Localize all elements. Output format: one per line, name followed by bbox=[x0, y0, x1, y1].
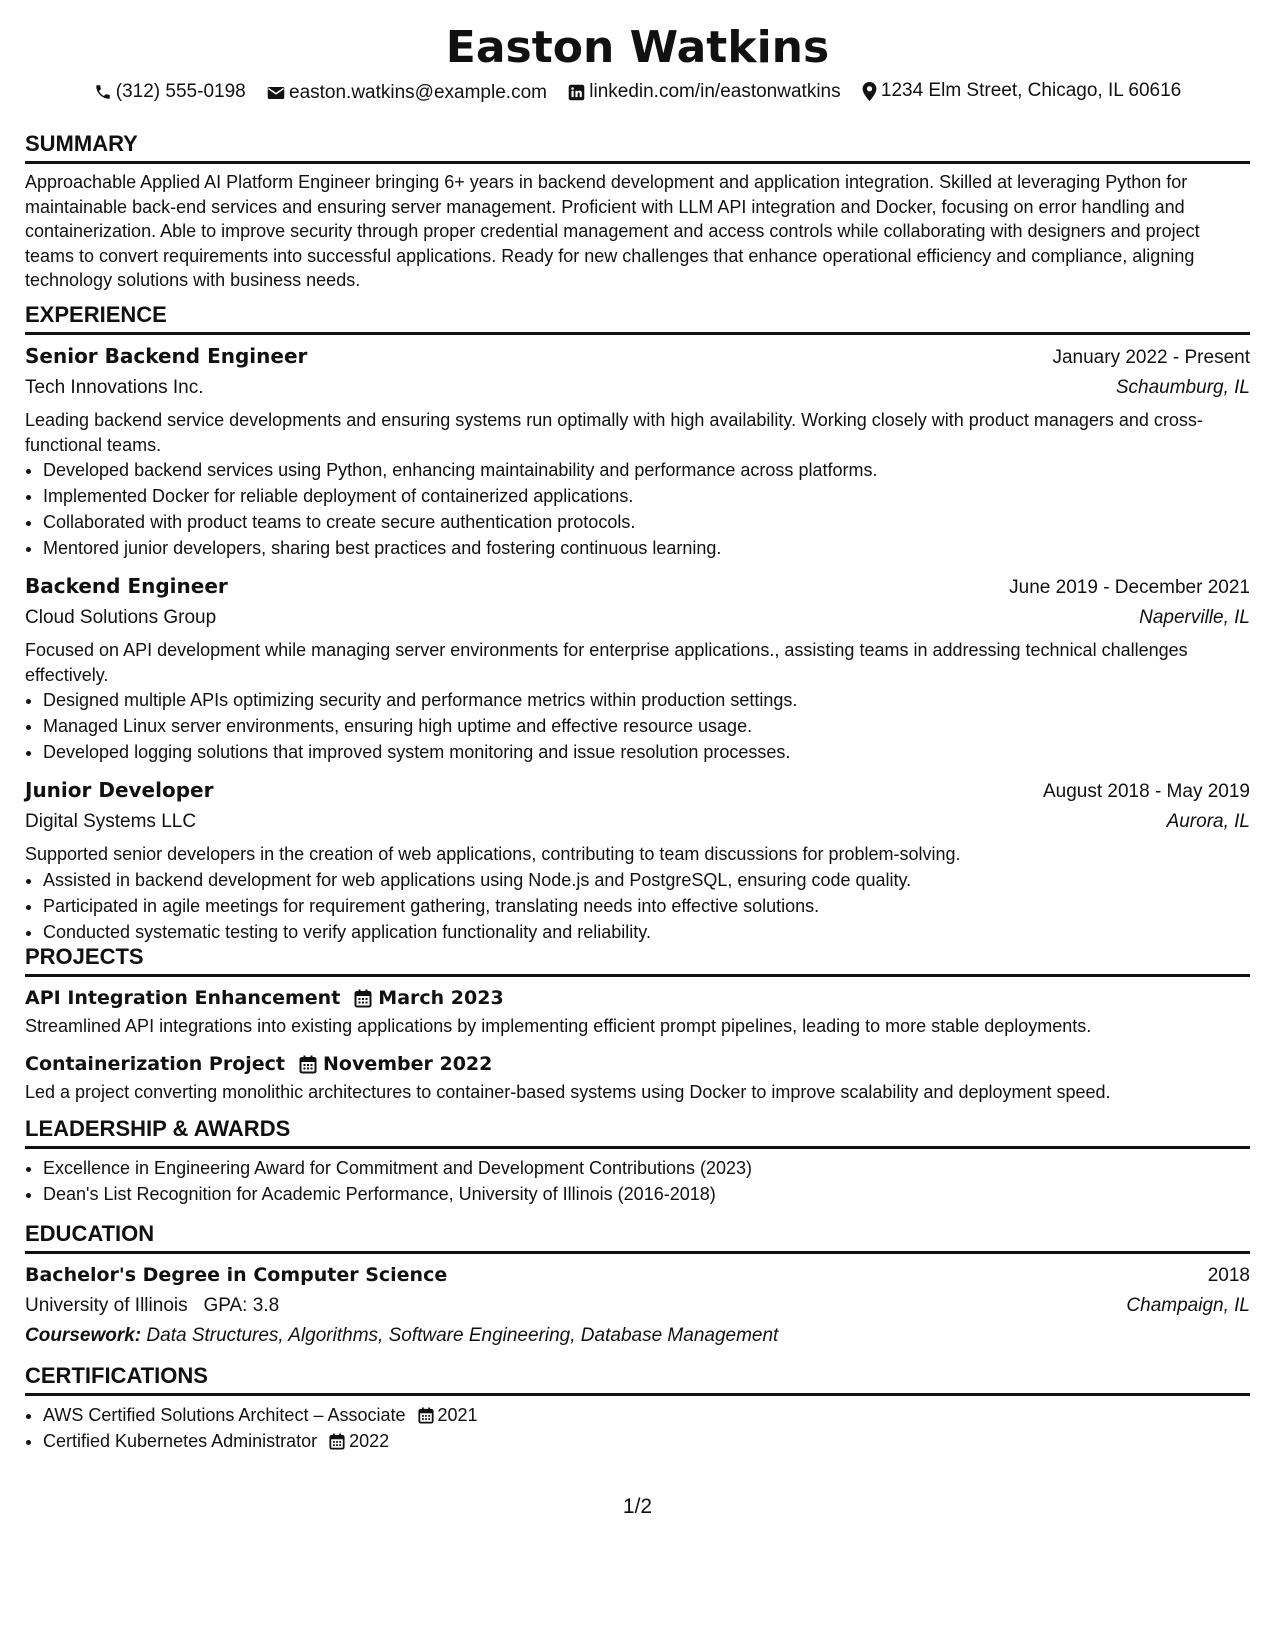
project-description: Led a project converting monolithic architectures to container-based systems using Docker to improve scalability and deployment speed. bbox=[25, 1082, 1111, 1102]
project-entry bbox=[25, 1049, 1250, 1105]
list-item: • Excellence in Engineering Award for Commitment and Development Contributions (2023) bbox=[43, 1155, 1250, 1181]
calendar-icon bbox=[418, 1407, 434, 1424]
project-name: API Integration Enhancement bbox=[25, 987, 341, 1009]
project-date: November 2022 bbox=[323, 1053, 493, 1075]
job-dates: August 2018 - May 2019 bbox=[1042, 781, 1250, 802]
section-title-experience: EXPERIENCE bbox=[25, 301, 1250, 335]
list-item: • Participated in agile meetings for requirement gathering, translating needs into effective solutions. bbox=[43, 893, 1250, 919]
job-description: Supported senior developers in the creation of web applications, contributing to team discussions for problem-solving. bbox=[25, 844, 961, 864]
phone-text: (312) 555-0198 bbox=[115, 80, 246, 102]
job-location: Aurora, IL bbox=[1166, 811, 1250, 832]
section-title-projects: PROJECTS bbox=[25, 943, 1250, 977]
coursework-list: Data Structures, Algorithms, Software Engineering, Database Management bbox=[146, 1325, 779, 1346]
job-company: Tech Innovations Inc. bbox=[25, 377, 204, 398]
job-entry bbox=[25, 341, 1250, 561]
email-text: easton.watkins@example.com bbox=[289, 81, 547, 103]
envelope-icon bbox=[267, 85, 289, 101]
school-name: University of Illinois bbox=[25, 1295, 188, 1316]
job-company: Cloud Solutions Group bbox=[25, 607, 217, 628]
job-bullets bbox=[25, 867, 1250, 945]
linkedin-text: linkedin.com/in/eastonwatkins bbox=[589, 81, 841, 102]
certification-name: • Certified Kubernetes Administrator bbox=[43, 1431, 318, 1451]
certification-year: 2021 bbox=[437, 1405, 478, 1425]
list-item: • Designed multiple APIs optimizing security and performance metrics within production settings. bbox=[43, 687, 1250, 713]
gpa: GPA: 3.8 bbox=[203, 1295, 280, 1316]
summary-section bbox=[25, 130, 1250, 293]
list-item: • Mentored junior developers, sharing best practices and fostering continuous learning. bbox=[43, 535, 1250, 561]
job-location: Schaumburg, IL bbox=[1115, 377, 1250, 398]
job-description: Leading backend service developments and ensuring systems run optimally with high availability. Working closely with product managers and cross-functional teams. bbox=[25, 410, 1203, 455]
certifications-section bbox=[25, 1362, 1250, 1454]
section-title-leadership: LEADERSHIP & AWARDS bbox=[25, 1115, 1250, 1149]
section-title-certifications: CERTIFICATIONS bbox=[25, 1362, 1250, 1396]
job-company: Digital Systems LLC bbox=[25, 811, 197, 832]
linkedin-icon bbox=[568, 84, 589, 101]
degree-title: Bachelor's Degree in Computer Science bbox=[25, 1264, 448, 1286]
list-item: • Dean's List Recognition for Academic Performance, University of Illinois (2016-2018) bbox=[43, 1181, 1250, 1207]
list-item: • Managed Linux server environments, ensuring high uptime and effective resource usage. bbox=[43, 713, 1250, 739]
candidate-name: Easton Watkins bbox=[445, 22, 830, 73]
calendar-icon bbox=[299, 1055, 317, 1074]
job-bullets bbox=[25, 457, 1250, 561]
leadership-section bbox=[25, 1115, 1250, 1207]
coursework bbox=[25, 1321, 1250, 1351]
certification-name: • AWS Certified Solutions Architect – Associate bbox=[43, 1405, 406, 1425]
school-location: Champaign, IL bbox=[1126, 1295, 1250, 1316]
section-title-education: EDUCATION bbox=[25, 1220, 1250, 1254]
list-item: • Developed backend services using Python, enhancing maintainability and performance across platforms. bbox=[43, 457, 1250, 483]
school-info bbox=[25, 1291, 279, 1321]
project-name: Containerization Project bbox=[25, 1053, 285, 1075]
project-date: March 2023 bbox=[378, 987, 504, 1009]
job-dates: June 2019 - December 2021 bbox=[1009, 577, 1250, 598]
contact-linkedin[interactable] bbox=[568, 79, 840, 105]
contact-phone[interactable] bbox=[94, 79, 246, 105]
education-section bbox=[25, 1220, 1250, 1351]
list-item: • Conducted systematic testing to verify application functionality and reliability. bbox=[43, 919, 1250, 945]
experience-section bbox=[25, 301, 1250, 945]
graduation-year: 2018 bbox=[1207, 1265, 1250, 1286]
job-dates: January 2022 - Present bbox=[1052, 347, 1250, 368]
contact-bar bbox=[25, 78, 1250, 109]
page-number: 1/2 bbox=[622, 1495, 653, 1518]
awards-list bbox=[25, 1155, 1250, 1207]
coursework-label: Coursework: bbox=[25, 1325, 142, 1346]
resume-page bbox=[25, 0, 1250, 1650]
calendar-icon bbox=[329, 1433, 345, 1450]
list-item: • Developed logging solutions that improved system monitoring and issue resolution processes. bbox=[43, 739, 1250, 765]
list-item: • Implemented Docker for reliable deployment of containerized applications. bbox=[43, 483, 1250, 509]
list-item: • Collaborated with product teams to create secure authentication protocols. bbox=[43, 509, 1250, 535]
summary-text: Approachable Applied AI Platform Engineer bringing 6+ years in backend development and application integration. Skilled at leveraging Python for maintainable back-end services and ensuring server management. Proficient with LLM API integration and Docker, focusing on error handling and containerization. Able to improve security through proper credential management and access controls while collaborating with designers and project teams to convert requirements into successful applications. Ready for new challenges that enhance operational efficiency and compliance, aligning technology solutions with business needs. bbox=[25, 172, 1200, 290]
list-item: • Assisted in backend development for web applications using Node.js and PostgreSQL, ensuring code quality. bbox=[43, 867, 1250, 893]
job-title: Senior Backend Engineer bbox=[25, 344, 308, 368]
contact-address bbox=[862, 78, 1181, 104]
map-pin-icon bbox=[862, 82, 881, 101]
calendar-icon bbox=[354, 989, 372, 1008]
job-description: Focused on API development while managing server environments for enterprise applications., assisting teams in addressing technical challenges effectively. bbox=[25, 640, 1188, 685]
job-title: Junior Developer bbox=[25, 778, 214, 802]
certification-year: 2022 bbox=[349, 1431, 390, 1451]
address-text: 1234 Elm Street, Chicago, IL 60616 bbox=[880, 80, 1182, 101]
project-entry bbox=[25, 983, 1250, 1039]
list-item bbox=[43, 1402, 1250, 1428]
projects-section bbox=[25, 943, 1250, 1115]
section-title-summary: SUMMARY bbox=[25, 130, 1250, 164]
certifications-list bbox=[25, 1402, 1250, 1454]
project-description: Streamlined API integrations into existing applications by implementing efficient prompt pipelines, leading to more stable deployments. bbox=[25, 1016, 1092, 1036]
job-location: Naperville, IL bbox=[1139, 607, 1250, 628]
list-item bbox=[43, 1428, 1250, 1454]
contact-email[interactable] bbox=[267, 80, 547, 106]
job-entry bbox=[25, 775, 1250, 945]
job-bullets bbox=[25, 687, 1250, 765]
phone-icon bbox=[94, 83, 116, 101]
job-title: Backend Engineer bbox=[25, 574, 228, 598]
job-entry bbox=[25, 571, 1250, 765]
